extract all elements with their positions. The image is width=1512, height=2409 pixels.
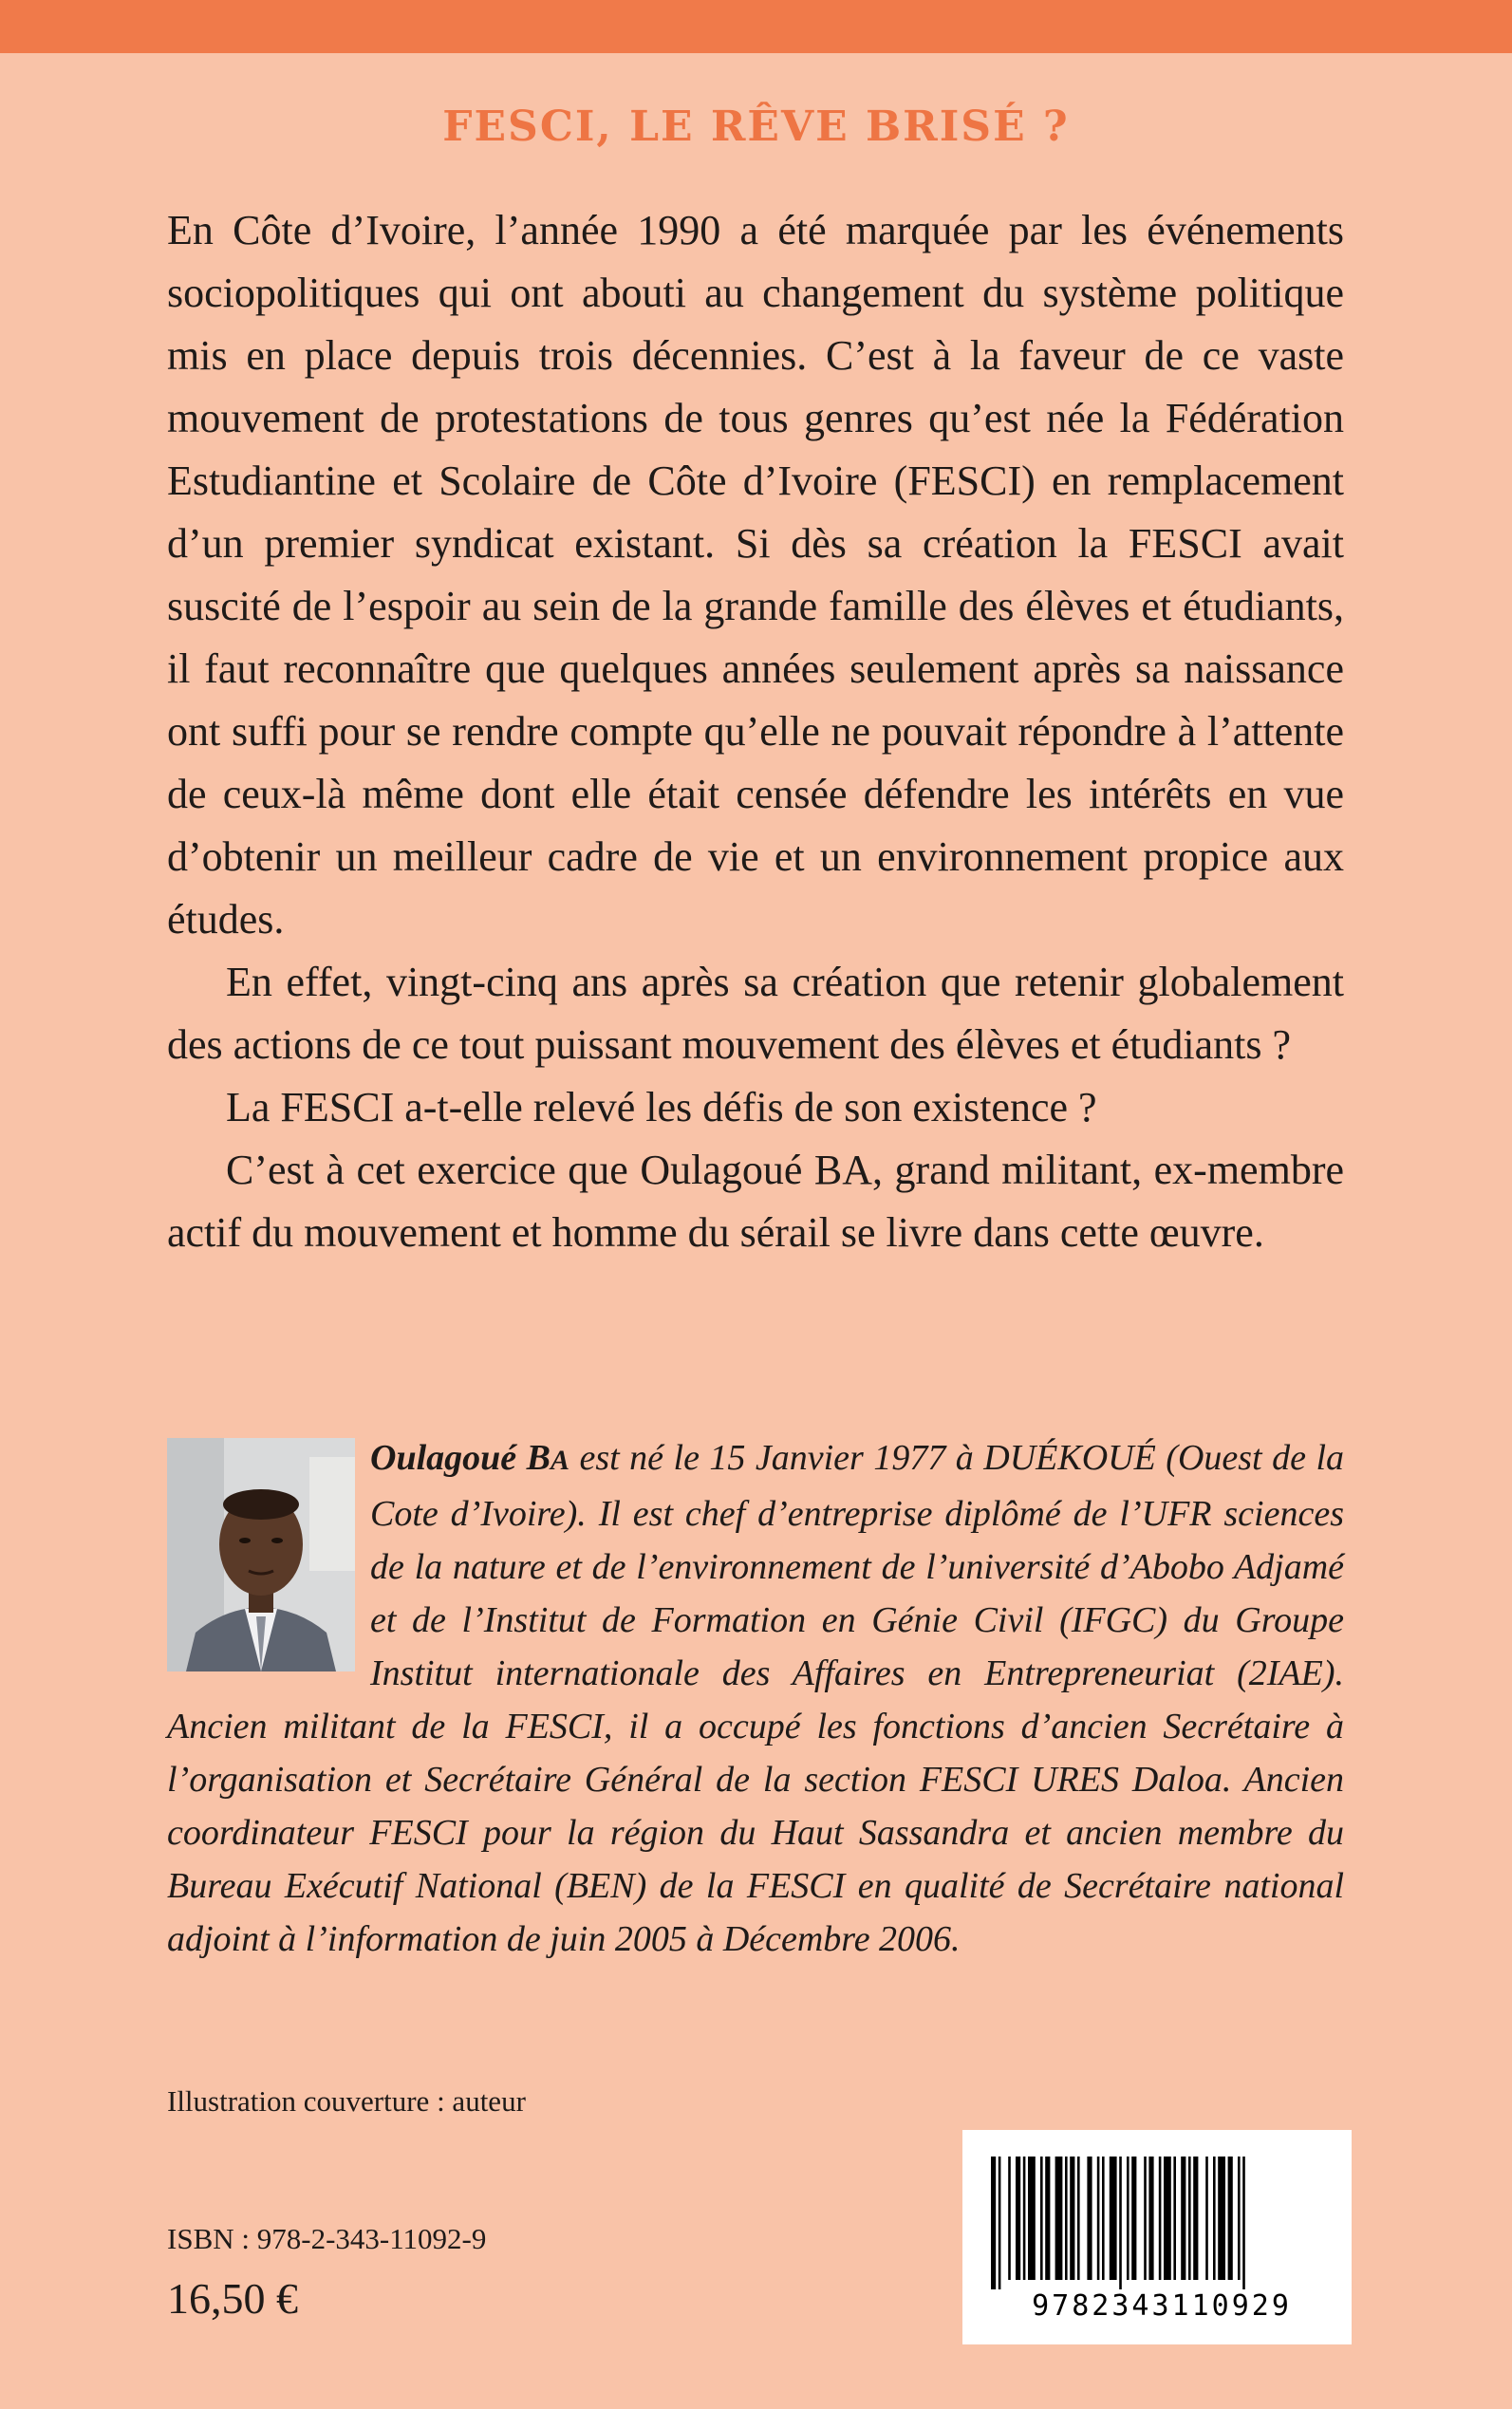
barcode-bar [1218, 2157, 1225, 2280]
barcode-bar [1242, 2157, 1245, 2289]
barcode-digits: 9782343110929 [1032, 2289, 1292, 2323]
author-bio [167, 1431, 1344, 1966]
barcode-bar [1097, 2157, 1100, 2280]
barcode-bar [1238, 2157, 1241, 2280]
top-color-band [0, 0, 1512, 53]
barcode-bar [1119, 2157, 1122, 2289]
barcode-bar [1110, 2157, 1117, 2280]
barcode-bar [1040, 2157, 1043, 2280]
barcode-bar [1159, 2157, 1162, 2280]
barcode-bar [991, 2157, 996, 2289]
barcode-bar [1087, 2157, 1092, 2280]
barcode-bar [1213, 2157, 1216, 2280]
blurb [167, 199, 1344, 1264]
author-name-last: A [550, 1445, 569, 1476]
barcode-bar [1008, 2157, 1011, 2280]
barcode-bar [1102, 2157, 1105, 2280]
barcode-bar [1144, 2157, 1147, 2280]
barcode-bar [1148, 2157, 1153, 2280]
blurb-paragraph: En Côte d’Ivoire, l’année 1990 a été marquée par les événements sociopolitiques qui ont abouti au changement du système politique mis en place depuis trois décennies. C’est à la faveur de ce vaste mouvement de protestations de tous genres qu’est née la Fédération Estudiantine et Scolaire de Côte d’Ivoire (FESCI) en remplacement d’un premier syndicat existant. Si dès sa création la FESCI avait suscité de l’espoir au sein de la grande famille des élèves et étudiants, il faut reconnaître que quelques années seulement après sa naissance ont suffi pour se rendre compte qu’elle ne pouvait répondre à l’attente de ceux-là même dont elle était censée défendre les intérêts en vue d’obtenir un meilleur cadre de vie et un environnement propice aux études. [167, 207, 1344, 943]
blurb-paragraph: En effet, vingt-cinq ans après sa création que retenir globalement des actions de ce tout puissant mouvement des élèves et étudiants ? [167, 959, 1344, 1068]
barcode-bars [991, 2157, 1323, 2289]
barcode-bar [1016, 2157, 1020, 2280]
author-bio-text: est né le 15 Janvier 1977 à DUÉKOUÉ (Ouest de la Cote d’Ivoire). Il est chef d’entreprise diplômé de l’UFR sciences de la nature et de l’environnement de l’université d’Abobo Adjamé et de l’Institut de Formation en Génie Civil (IFGC) du Groupe Institut internationale des Affaires en Entrepreneuriat (2IAE). Ancien militant de la FESCI, il a occupé les fonctions d’ancien Secrétaire à l’organisation et Secrétaire Général de la section FESCI URES Daloa. Ancien coordinateur FESCI pour la région du Haut Sassandra et ancien membre du Bureau Exécutif National (BEN) de la FESCI en qualité de Secrétaire national adjoint à l’information de juin 2005 à Décembre 2006. [167, 1438, 1345, 1959]
barcode-bar [1070, 2157, 1074, 2280]
barcode-bar [1193, 2157, 1198, 2280]
photo-spacer [167, 1431, 370, 1697]
barcode-bar [1131, 2157, 1136, 2280]
barcode-bar [1205, 2157, 1208, 2280]
author-name [370, 1438, 569, 1478]
blurb-paragraph: La FESCI a-t-elle relevé les défis de son existence ? [226, 1084, 1097, 1130]
barcode-bar [1065, 2157, 1068, 2280]
barcode-bar [1164, 2157, 1171, 2280]
barcode [962, 2130, 1352, 2344]
isbn: ISBN : 978-2-343-11092-9 [167, 2222, 487, 2255]
barcode-bar [1023, 2157, 1026, 2280]
cover-credit: Illustration couverture : auteur [167, 2084, 526, 2118]
author-name-first: Oulagoué B [370, 1438, 551, 1478]
barcode-bar [1228, 2157, 1233, 2280]
price: 16,50 € [167, 2274, 298, 2323]
barcode-bar [1173, 2157, 1176, 2280]
barcode-bar [999, 2157, 1001, 2289]
barcode-bar [1181, 2157, 1185, 2280]
barcode-bar [1045, 2157, 1050, 2280]
book-title: FESCI, LE RÊVE BRISÉ ? [442, 103, 1070, 151]
blurb-paragraph: C’est à cet exercice que Oulagoué BA, grand militant, ex-membre actif du mouvement et homme du sérail se livre dans cette œuvre. [167, 1147, 1344, 1256]
barcode-bar [1127, 2157, 1129, 2280]
barcode-bar [1077, 2157, 1080, 2280]
barcode-bar [1028, 2157, 1036, 2280]
barcode-bar [1188, 2157, 1191, 2280]
barcode-bar [1055, 2157, 1063, 2280]
